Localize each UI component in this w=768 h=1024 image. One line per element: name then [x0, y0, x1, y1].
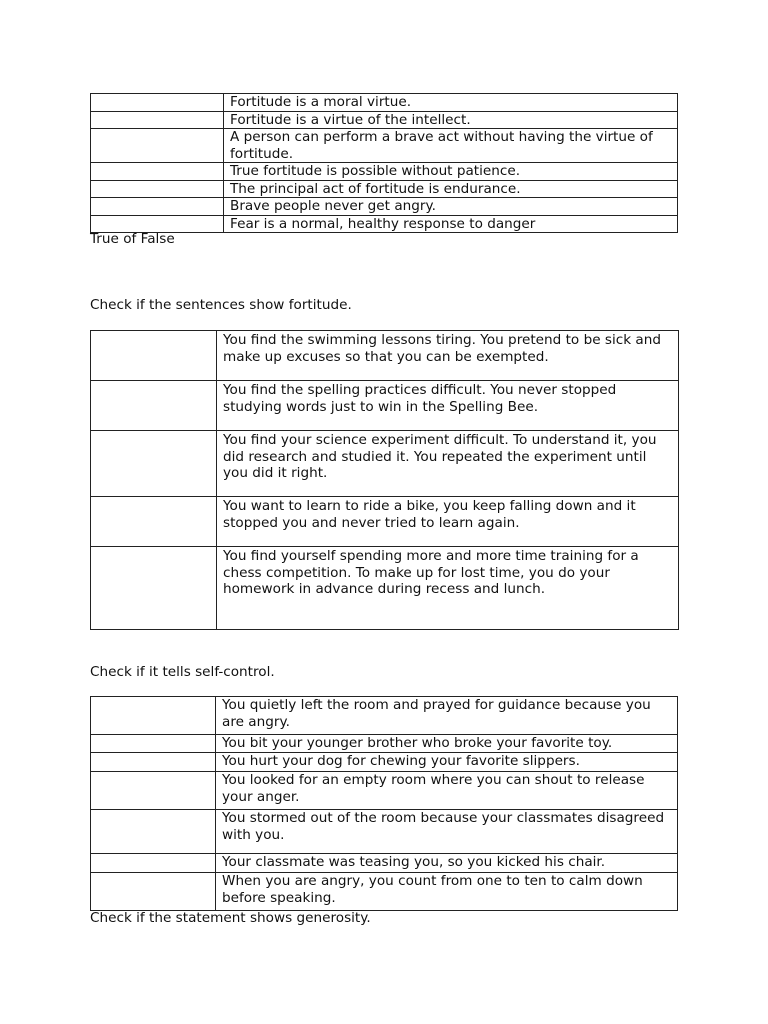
selfcontrol-heading: Check if it tells self-control.	[90, 664, 275, 680]
answer-cell[interactable]	[91, 198, 224, 216]
table-row	[91, 215, 678, 233]
table-row	[91, 198, 678, 216]
table-row	[91, 854, 678, 873]
answer-cell[interactable]	[91, 163, 224, 181]
statement-cell: You quietly left the room and prayed for guidance because you are angry.	[216, 697, 678, 735]
statement-cell: Your classmate was teasing you, so you kicked his chair.	[216, 854, 678, 873]
generosity-heading: Check if the statement shows generosity.	[90, 910, 371, 926]
statement-cell: You find yourself spending more and more time training for a chess competition. To make up for lost time, you do your homework in advance during recess and lunch.	[217, 547, 679, 630]
statement-cell: When you are angry, you count from one to ten to calm down before speaking.	[216, 873, 678, 911]
table-row	[91, 547, 679, 630]
true-false-table	[90, 93, 678, 233]
table-row	[91, 381, 679, 431]
check-cell[interactable]	[91, 431, 217, 497]
selfcontrol-table	[90, 696, 678, 911]
statement-cell: Fortitude is a moral virtue.	[224, 94, 678, 112]
true-false-caption: True of False	[90, 231, 175, 247]
check-cell[interactable]	[91, 854, 216, 873]
table-row	[91, 111, 678, 129]
check-cell[interactable]	[91, 873, 216, 911]
answer-cell[interactable]	[91, 111, 224, 129]
check-cell[interactable]	[91, 697, 216, 735]
table-row	[91, 497, 679, 547]
answer-cell[interactable]	[91, 180, 224, 198]
table-row	[91, 129, 678, 163]
answer-cell[interactable]	[91, 215, 224, 233]
table-row	[91, 697, 678, 735]
statement-cell: You stormed out of the room because your classmates disagreed with you.	[216, 810, 678, 854]
answer-cell[interactable]	[91, 129, 224, 163]
statement-cell: The principal act of fortitude is endurance.	[224, 180, 678, 198]
check-cell[interactable]	[91, 753, 216, 772]
table-row	[91, 873, 678, 911]
table-row	[91, 735, 678, 753]
check-cell[interactable]	[91, 497, 217, 547]
statement-cell: You find the swimming lessons tiring. You pretend to be sick and make up excuses so that you can be exempted.	[217, 331, 679, 381]
table-row	[91, 331, 679, 381]
table-row	[91, 163, 678, 181]
statement-cell: You find your science experiment difficult. To understand it, you did research and studied it. You repeated the experiment until you did it right.	[217, 431, 679, 497]
statement-cell: You hurt your dog for chewing your favorite slippers.	[216, 753, 678, 772]
check-cell[interactable]	[91, 772, 216, 810]
check-cell[interactable]	[91, 735, 216, 753]
check-cell[interactable]	[91, 381, 217, 431]
statement-cell: A person can perform a brave act without having the virtue of fortitude.	[224, 129, 678, 163]
check-cell[interactable]	[91, 810, 216, 854]
table-row	[91, 772, 678, 810]
table-row	[91, 180, 678, 198]
table-row	[91, 810, 678, 854]
statement-cell: You find the spelling practices difficult. You never stopped studying words just to win in the Spelling Bee.	[217, 381, 679, 431]
statement-cell: Fortitude is a virtue of the intellect.	[224, 111, 678, 129]
table-row	[91, 753, 678, 772]
statement-cell: Fear is a normal, healthy response to danger	[224, 215, 678, 233]
table-row	[91, 431, 679, 497]
fortitude-table	[90, 330, 679, 630]
check-cell[interactable]	[91, 331, 217, 381]
statement-cell: You want to learn to ride a bike, you keep falling down and it stopped you and never tried to learn again.	[217, 497, 679, 547]
statement-cell: Brave people never get angry.	[224, 198, 678, 216]
statement-cell: You looked for an empty room where you can shout to release your anger.	[216, 772, 678, 810]
statement-cell: You bit your younger brother who broke your favorite toy.	[216, 735, 678, 753]
table-row	[91, 94, 678, 112]
answer-cell[interactable]	[91, 94, 224, 112]
statement-cell: True fortitude is possible without patience.	[224, 163, 678, 181]
fortitude-heading: Check if the sentences show fortitude.	[90, 297, 352, 313]
check-cell[interactable]	[91, 547, 217, 630]
